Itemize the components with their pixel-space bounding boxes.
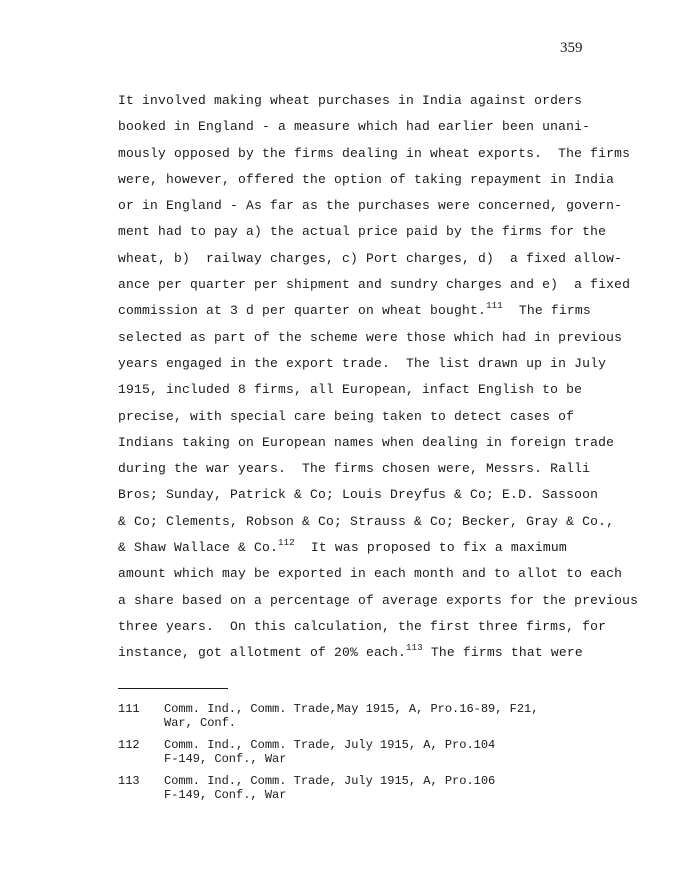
footnote-number: 113 [118,774,140,788]
text-line: Bros; Sunday, Patrick & Co; Louis Dreyfus & Co; E.D. Sassoon [118,487,599,503]
text-line: booked in England - a measure which had earlier been unani- [118,119,591,135]
footnote-ref: 113 [406,643,423,654]
footnote-divider [118,688,228,689]
line-text: The firms [502,303,591,319]
body-text [118,88,658,667]
footnote-ref: 112 [278,538,295,549]
footnote-text: Comm. Ind., Comm. Trade, July 1915, A, Pro.106 F-149, Conf., War [164,774,496,802]
footnote-number: 111 [118,702,140,716]
text-line: precise, with special care being taken to detect cases of [118,408,575,424]
text-line: or in England - As far as the purchases were concerned, govern- [118,198,623,214]
text-line: amount which may be exported in each month and to allot to each [118,566,623,582]
line-text: instance, got allotment of 20% each. [118,645,407,661]
text-line: ment had to pay a) the actual price paid by the firms for the [118,224,607,240]
line-text: commission at 3 d per quarter on wheat bought. [118,303,487,319]
text-line: Indians taking on European names when dealing in foreign trade [118,434,615,450]
footnote-ref: 111 [486,301,503,312]
text-line: ance per quarter per shipment and sundry charges and e) a fixed [118,277,631,293]
footnote [118,702,638,730]
line-text: The firms that were [422,645,583,661]
text-line [118,535,658,561]
text-line: & Co; Clements, Robson & Co; Strauss & Co; Becker, Gray & Co., [118,513,615,529]
footnote [118,738,638,766]
text-line: wheat, b) railway charges, c) Port charges, d) a fixed allow- [118,250,623,266]
text-line: three years. On this calculation, the first three firms, for [118,618,607,634]
line-text: It was proposed to fix a maximum [294,540,567,556]
text-line: It involved making wheat purchases in India against orders [118,93,583,108]
text-line [118,298,658,324]
text-line: 1915, included 8 firms, all European, infact English to be [118,382,583,398]
text-line: mously opposed by the firms dealing in wheat exports. The firms [118,145,631,161]
text-line [118,640,658,666]
line-text: & Shaw Wallace & Co. [118,540,279,556]
footnote-text: Comm. Ind., Comm. Trade,May 1915, A, Pro.16-89, F21, War, Conf. [164,702,539,730]
text-line: years engaged in the export trade. The list drawn up in July [118,355,607,371]
footnotes [118,702,638,810]
footnote-number: 112 [118,738,140,752]
text-line: were, however, offered the option of taking repayment in India [118,171,615,187]
footnote-text: Comm. Ind., Comm. Trade, July 1915, A, Pro.104 F-149, Conf., War [164,738,496,766]
page-number: 359 [560,40,583,56]
text-line: selected as part of the scheme were those which had in previous [118,329,623,345]
text-line: a share based on a percentage of average exports for the previous [118,592,639,608]
footnote [118,774,638,802]
text-line: during the war years. The firms chosen were, Messrs. Ralli [118,461,591,477]
